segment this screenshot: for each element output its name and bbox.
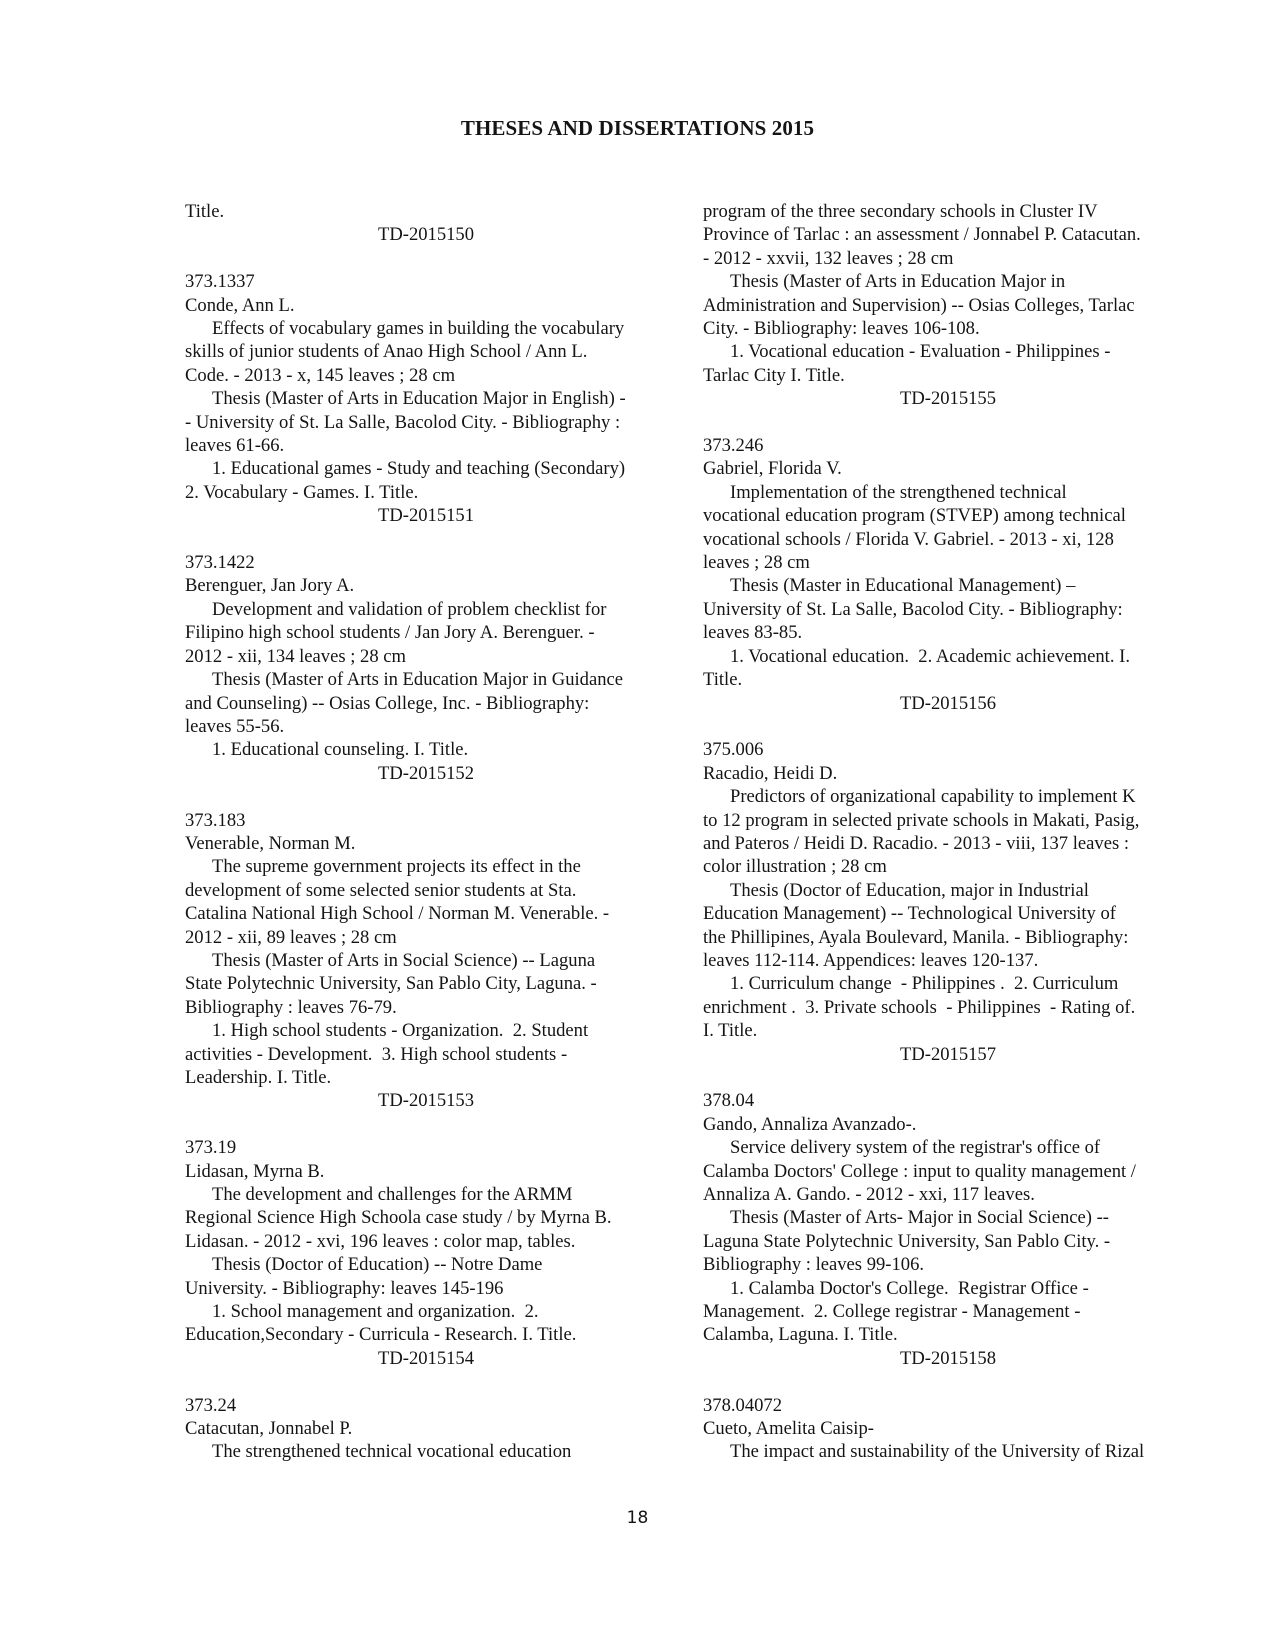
entry-line: Thesis (Doctor of Education) -- Notre Dame xyxy=(212,1254,543,1276)
entry-line: 2012 - xii, 134 leaves ; 28 cm xyxy=(185,645,407,667)
entry-line: and Pateros / Heidi D. Racadio. - 2013 - viii, 137 leaves : xyxy=(703,832,1130,854)
call-number: 378.04072 xyxy=(703,1394,783,1416)
entry-line: enrichment . 3. Private schools - Philippines - Rating of. xyxy=(703,996,1136,1018)
right-column xyxy=(703,200,1193,1464)
entry-line: 2. Vocabulary - Games. I. Title. xyxy=(185,481,419,503)
entry-line: vocational schools / Florida V. Gabriel. - 2013 - xi, 128 xyxy=(703,528,1114,550)
entry-line: leaves 55-56. xyxy=(185,715,285,737)
entry-line: The impact and sustainability of the University of Rizal xyxy=(730,1441,1145,1463)
entry-line: Education Management) -- Technological University of xyxy=(703,903,1116,925)
entry-line: Thesis (Doctor of Education, major in Industrial xyxy=(730,879,1089,901)
entry-line: Leadership. I. Title. xyxy=(185,1066,332,1088)
entry-line: the Phillipines, Ayala Boulevard, Manila. - Bibliography: xyxy=(703,926,1129,948)
entry-line: skills of junior students of Anao High School / Ann L. xyxy=(185,341,588,363)
author: Conde, Ann L. xyxy=(185,294,295,316)
entry-line: - University of St. La Salle, Bacolod City. - Bibliography : xyxy=(185,411,621,433)
author: Lidasan, Myrna B. xyxy=(185,1160,325,1182)
td-number: TD-2015156 xyxy=(899,692,997,714)
entry-line: vocational education program (STVEP) among technical xyxy=(703,505,1126,527)
entry-line: The development and challenges for the ARMM xyxy=(212,1184,573,1205)
continued-line: Title. xyxy=(185,201,225,222)
entry-line: Code. - 2013 - x, 145 leaves ; 28 cm xyxy=(185,364,456,386)
spacer xyxy=(185,1113,667,1136)
page-title: THESES AND DISSERTATIONS 2015 xyxy=(460,116,815,140)
entry-line: Thesis (Master of Arts in Education Major in Guidance xyxy=(212,669,624,691)
td-number: TD-2015158 xyxy=(899,1347,997,1369)
call-number: 373.1337 xyxy=(185,271,255,293)
entry-line: Thesis (Master of Arts in Social Science) -- Laguna xyxy=(212,949,596,971)
entry-line: Title. xyxy=(703,669,743,691)
entry-line: Thesis (Master of Arts- Major in Social Science) -- xyxy=(730,1207,1110,1229)
entry-line: Bibliography : leaves 99-106. xyxy=(703,1254,925,1276)
entry-line: Lidasan. - 2012 - xvi, 196 leaves : color map, tables. xyxy=(185,1230,576,1252)
td-number: TD-2015157 xyxy=(899,1043,997,1065)
td-number: TD-2015151 xyxy=(377,505,475,527)
spacer xyxy=(703,1370,1193,1393)
spacer xyxy=(703,1066,1193,1089)
entry-line: Predictors of organizational capability to implement K xyxy=(730,786,1136,808)
entry-line: Laguna State Polytechnic University, San Pablo City. - xyxy=(703,1230,1111,1252)
entry-line: 1. Calamba Doctor's College. Registrar Office - xyxy=(730,1277,1089,1299)
call-number: 373.246 xyxy=(703,435,764,457)
entry-line: Implementation of the strengthened technical xyxy=(730,481,1067,503)
td-number: TD-2015152 xyxy=(377,762,475,784)
entry-line: The strengthened technical vocational education xyxy=(212,1441,572,1463)
call-number: 373.19 xyxy=(185,1137,237,1159)
call-number: 378.04 xyxy=(703,1090,755,1112)
entry-line: activities - Development. 3. High school students - xyxy=(185,1043,568,1065)
continued-line: 1. Vocational education - Evaluation - Philippines - xyxy=(730,341,1111,363)
entry-line: Development and validation of problem checklist for xyxy=(212,598,607,620)
entry-line: leaves 61-66. xyxy=(185,435,285,457)
left-column xyxy=(185,200,667,1464)
entry-line: 1. Educational counseling. I. Title. xyxy=(212,739,469,761)
entry-line: 1. Educational games - Study and teaching (Secondary) xyxy=(212,458,626,480)
author: Gando, Annaliza Avanzado-. xyxy=(703,1113,917,1135)
author: Venerable, Norman M. xyxy=(185,832,356,854)
continued-line: Thesis (Master of Arts in Education Major in xyxy=(730,271,1066,293)
author: Gabriel, Florida V. xyxy=(703,458,842,480)
td-number: TD-2015154 xyxy=(377,1347,475,1369)
call-number: 375.006 xyxy=(703,739,764,761)
page-number: 18 xyxy=(626,1508,649,1528)
continued-line: Administration and Supervision) -- Osias Colleges, Tarlac xyxy=(703,294,1135,316)
continued-line: Tarlac City I. Title. xyxy=(703,364,845,386)
call-number: 373.183 xyxy=(185,809,246,831)
continued-line: Province of Tarlac : an assessment / Jonnabel P. Catacutan. xyxy=(703,224,1141,246)
entry-line: State Polytechnic University, San Pablo City, Laguna. - xyxy=(185,973,597,995)
entry-line: development of some selected senior students at Sta. xyxy=(185,879,577,901)
spacer xyxy=(703,715,1193,738)
spacer xyxy=(185,1370,667,1393)
entry-line: 1. Vocational education. 2. Academic achievement. I. xyxy=(730,645,1130,667)
entry-line: leaves 83-85. xyxy=(703,622,803,644)
call-number: 373.1422 xyxy=(185,552,255,574)
entry-line: 1. Curriculum change - Philippines . 2. Curriculum xyxy=(730,973,1119,995)
entry-line: color illustration ; 28 cm xyxy=(703,856,887,878)
entry-line: Calamba, Laguna. I. Title. xyxy=(703,1324,898,1346)
continued-line: - 2012 - xxvii, 132 leaves ; 28 cm xyxy=(703,247,954,269)
author: Berenguer, Jan Jory A. xyxy=(185,575,355,597)
entry-line: University. - Bibliography: leaves 145-196 xyxy=(185,1277,504,1299)
entry-line: Filipino high school students / Jan Jory A. Berenguer. - xyxy=(185,622,595,644)
author: Catacutan, Jonnabel P. xyxy=(185,1418,353,1440)
spacer xyxy=(185,247,667,270)
entry-line: Thesis (Master in Educational Management) – xyxy=(730,575,1076,597)
entry-line: Thesis (Master of Arts in Education Major in English) - xyxy=(212,388,626,410)
spacer xyxy=(185,785,667,808)
entry-line: University of St. La Salle, Bacolod City. - Bibliography: xyxy=(703,598,1123,620)
entry-line: Management. 2. College registrar - Management - xyxy=(703,1301,1081,1323)
entry-line: leaves 112-114. Appendices: leaves 120-137. xyxy=(703,949,1039,971)
entry-line: Catalina National High School / Norman M. Venerable. - xyxy=(185,903,610,925)
entry-line: Service delivery system of the registrar's office of xyxy=(730,1137,1101,1159)
entry-line: to 12 program in selected private schools in Makati, Pasig, xyxy=(703,809,1140,831)
td-number: TD-2015155 xyxy=(899,388,997,410)
spacer xyxy=(185,528,667,551)
continued-line: City. - Bibliography: leaves 106-108. xyxy=(703,318,980,340)
entry-line: 2012 - xii, 89 leaves ; 28 cm xyxy=(185,926,397,948)
call-number: 373.24 xyxy=(185,1394,237,1416)
entry-line: Regional Science High Schoola case study / by Myrna B. xyxy=(185,1207,612,1229)
entry-line: 1. High school students - Organization. 2. Student xyxy=(212,1020,589,1042)
entry-line: Effects of vocabulary games in building the vocabulary xyxy=(212,318,625,340)
td-number: TD-2015150 xyxy=(377,224,475,246)
entry-line: Annaliza A. Gando. - 2012 - xxi, 117 leaves. xyxy=(703,1184,1035,1206)
entry-line: The supreme government projects its effect in the xyxy=(212,856,581,878)
entry-line: 1. School management and organization. 2. xyxy=(212,1301,539,1323)
author: Racadio, Heidi D. xyxy=(703,762,838,784)
spacer xyxy=(703,411,1193,434)
entry-line: Bibliography : leaves 76-79. xyxy=(185,996,397,1018)
entry-line: and Counseling) -- Osias College, Inc. - Bibliography: xyxy=(185,692,590,714)
author: Cueto, Amelita Caisip- xyxy=(703,1418,874,1440)
entry-line: leaves ; 28 cm xyxy=(703,552,810,574)
entry-line: Calamba Doctors' College : input to quality management / xyxy=(703,1160,1136,1182)
entry-line: I. Title. xyxy=(703,1020,758,1042)
continued-line: program of the three secondary schools in Cluster IV xyxy=(703,201,1098,222)
entry-line: Education,Secondary - Curricula - Research. I. Title. xyxy=(185,1324,577,1346)
td-number: TD-2015153 xyxy=(377,1090,475,1112)
